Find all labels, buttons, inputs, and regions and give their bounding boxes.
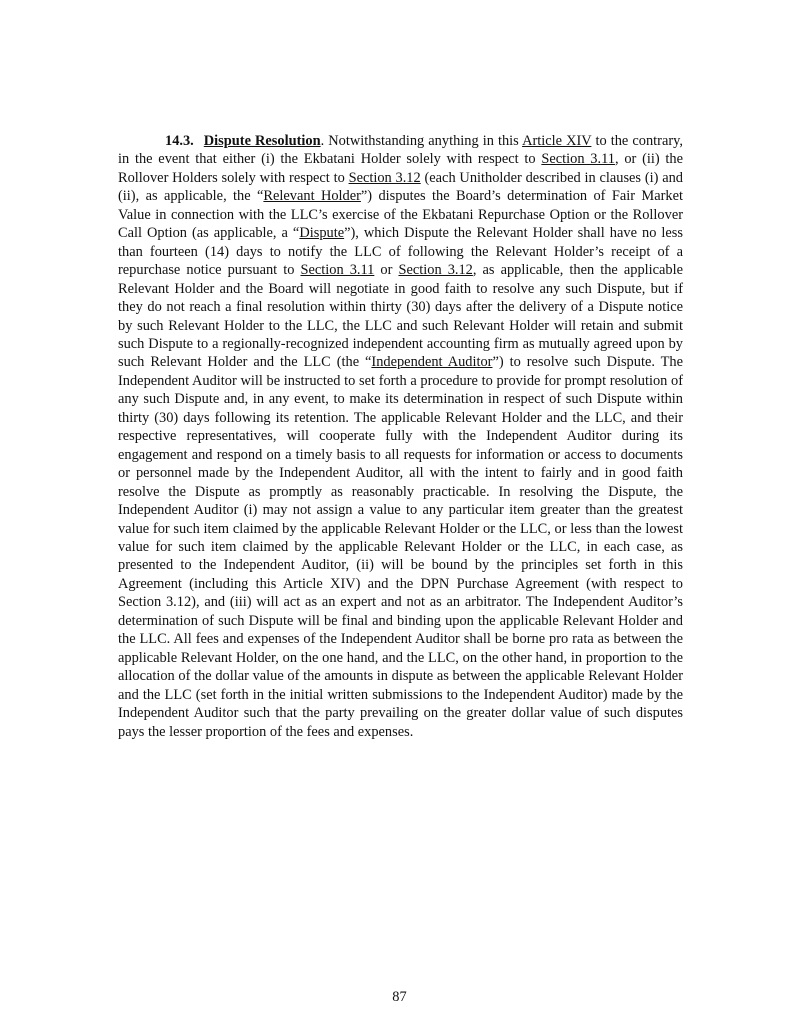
- body-text: , or (ii) the Rollover Holders solely with respect to: [118, 151, 683, 186]
- section-heading: Dispute Resolution: [203, 133, 321, 149]
- page-number: 87: [392, 989, 407, 1005]
- section-body: [118, 133, 683, 740]
- cross-reference: Section 3.11: [541, 151, 615, 168]
- body-text: (each Unitholder described in clauses (i) and (ii), as applicable, the “: [118, 169, 683, 205]
- cross-reference: Independent Auditor: [371, 354, 493, 371]
- section-heading-period: .: [320, 133, 325, 149]
- body-text: , as applicable, then the applicable Relevant Holder and the Board will negotiate in good faith to resolve any such Dispute, but if they do not reach a final resolution within thirty (30) days after the delivery of a Dispute notice by such Relevant Holder to the LLC, the LLC and such Relevant Holder will retain and submit such Dispute to a regionally-recognized independent accounting firm as mutually agreed upon by such Relevant Holder and the LLC (the “: [118, 262, 683, 371]
- cross-reference: Relevant Holder: [263, 188, 361, 205]
- body-text: to the contrary, in the event that either (i) the Ekbatani Holder solely with respect to: [118, 133, 683, 168]
- body-text: Notwithstanding anything in this: [324, 133, 523, 149]
- cross-reference: Section 3.12: [348, 169, 421, 186]
- cross-reference: Dispute: [299, 225, 345, 242]
- body-text: ”) to resolve such Dispute. The Independent Auditor will be instructed to set forth a procedure to provide for prompt resolution of any such Dispute and, in any event, to make its determination in respect of such Dispute within thirty (30) days following its retention. The applicable Relevant Holder and the LLC, and their respective representatives, will cooperate fully with the Independent Auditor during its engagement and respond on a timely basis to all requests for information or access to documents or personnel made by the Independent Auditor, all with the intent to fairly and in good faith resolve the Dispute as promptly as reasonably practicable. In resolving the Dispute, the Independent Auditor (i) may not assign a value to any particular item greater than the greatest value for such item claimed by the applicable Relevant Holder or the LLC, or less than the lowest value for such item claimed by the applicable Relevant Holder or the LLC, in each case, as presented to the Independent Auditor, (ii) will be bound by the principles set forth in this Agreement (including this Article XIV) and the DPN Purchase Agreement (with respect to Section 3.12), and (iii) will act as an expert and not as an arbitrator. The Independent Auditor’s determination of such Dispute will be final and binding upon the applicable Relevant Holder and the LLC. All fees and expenses of the Independent Auditor shall be borne pro rata as between the applicable Relevant Holder, on the one hand, and the LLC, on the other hand, in proportion to the allocation of the dollar value of the amounts in dispute as between the applicable Relevant Holder and the LLC (set forth in the initial written submissions to the Independent Auditor) made by the Independent Auditor such that the party prevailing on the greater dollar value of such disputes pays the lesser proportion of the fees and expenses.: [118, 354, 683, 740]
- body-text: ”) disputes the Board’s determination of Fair Market Value in connection with the LLC’s exercise of the Ekbatani Repurchase Option or the Rollover Call Option (as applicable, a “: [118, 188, 683, 242]
- body-text: or: [374, 262, 399, 279]
- section-number: 14.3.: [165, 133, 194, 149]
- cross-reference: Section 3.12: [398, 262, 473, 279]
- cross-reference: Section 3.11: [300, 262, 375, 279]
- cross-reference: Article XIV: [522, 133, 592, 149]
- section-14-3-paragraph: [118, 132, 683, 741]
- body-text: ”), which Dispute the Relevant Holder shall have no less than fourteen (14) days to notify the LLC of following the Relevant Holder’s receipt of a repurchase notice pursuant to: [118, 225, 683, 279]
